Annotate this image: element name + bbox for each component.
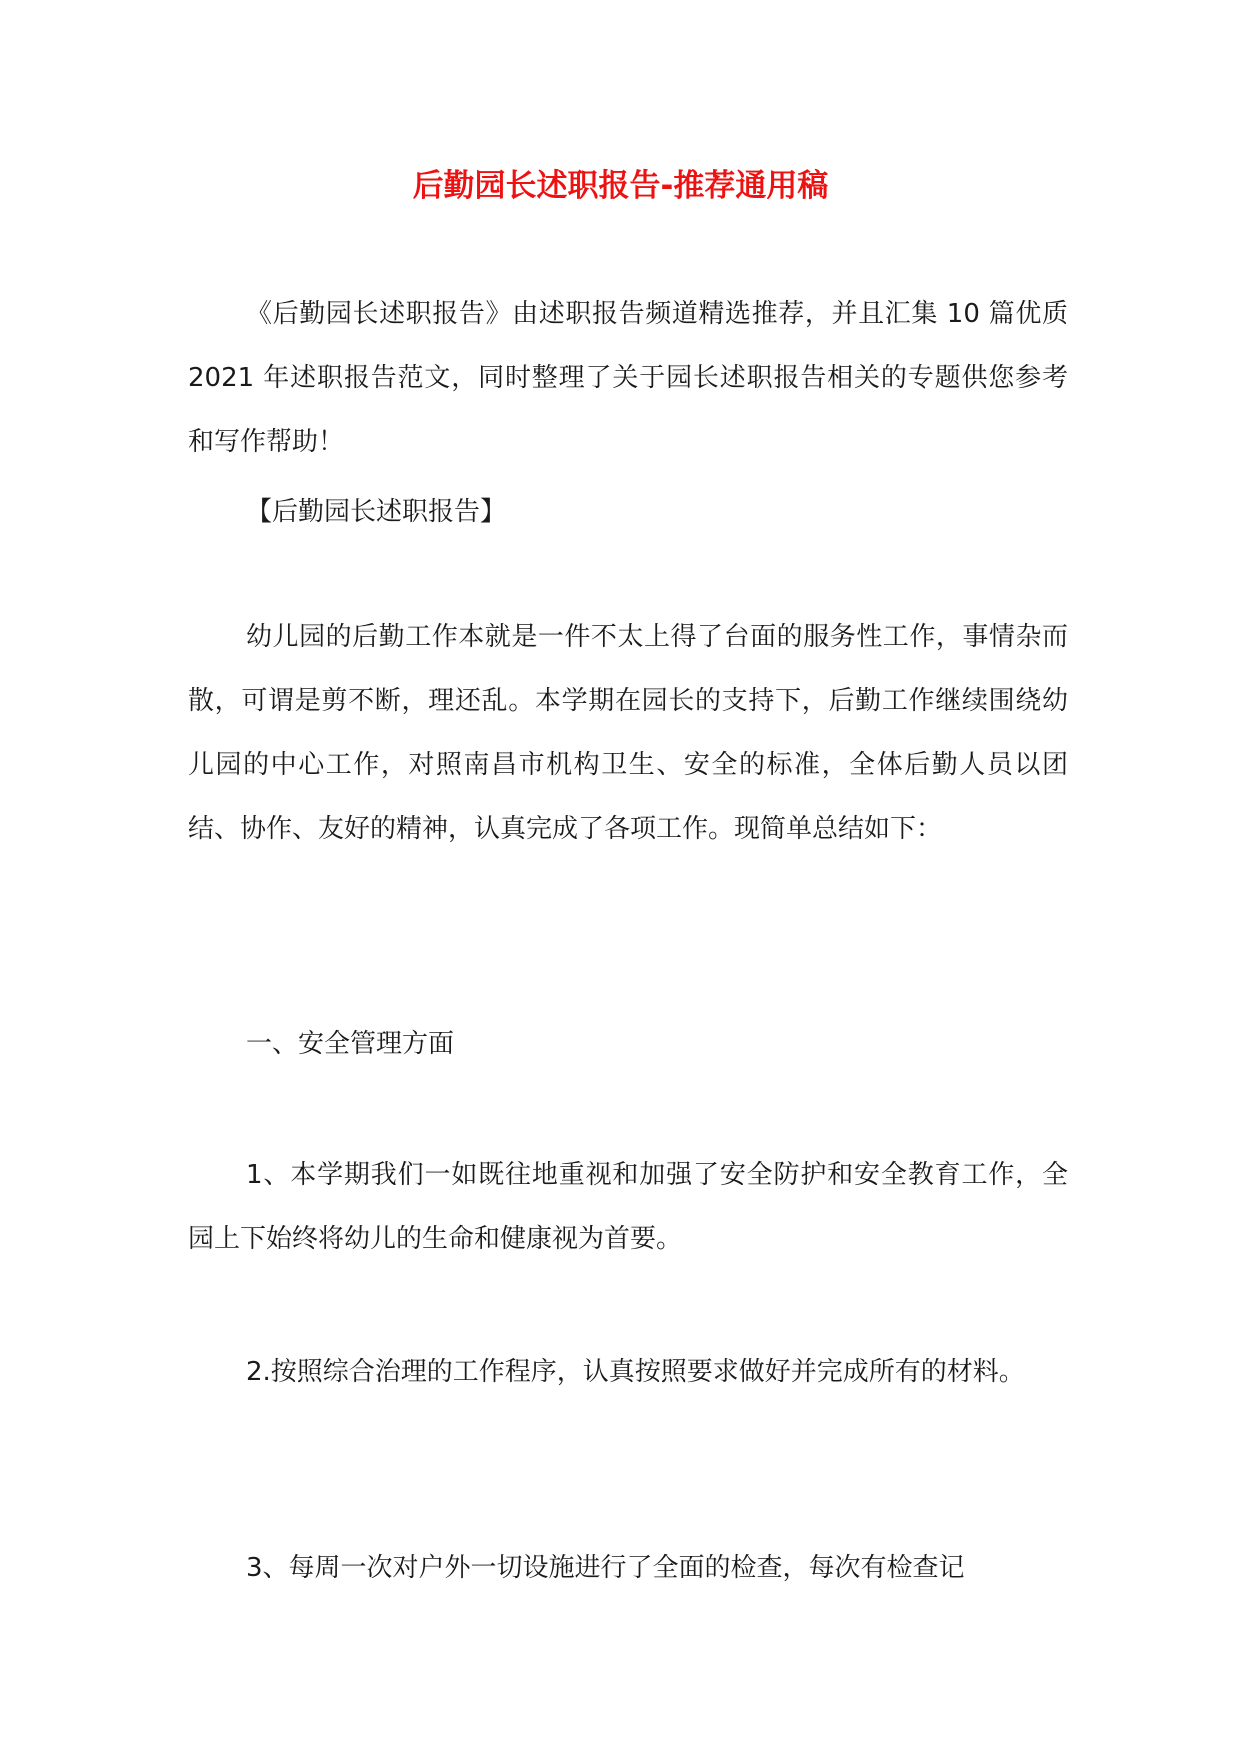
document-title: 后勤园长述职报告-推荐通用稿	[412, 168, 829, 204]
list-item-3: 3、每周一次对户外一切设施进行了全面的检查，每次有检查记	[246, 1553, 965, 1583]
intro-paragraph: 《后勤园长述职报告》由述职报告频道精选推荐，并且汇集 10 篇优质 2021 年述职报告范文，同时整理了关于园长述职报告相关的专题供您参考和写作帮助！	[188, 299, 1068, 457]
list-item-1: 1、本学期我们一如既往地重视和加强了安全防护和安全教育工作，全园上下始终将幼儿的生命和健康视为首要。	[188, 1160, 1068, 1254]
section-heading-safety: 一、安全管理方面	[246, 1029, 455, 1059]
section-heading-report: 【后勤园长述职报告】	[246, 497, 507, 527]
list-item-2: 2.按照综合治理的工作程序，认真按照要求做好并完成所有的材料。	[246, 1357, 1025, 1387]
body-paragraph: 幼儿园的后勤工作本就是一件不太上得了台面的服务性工作，事情杂而散，可谓是剪不断，理还乱。本学期在园长的支持下，后勤工作继续围绕幼儿园的中心工作，对照南昌市机构卫生、安全的标准，全体后勤人员以团结、协作、友好的精神，认真完成了各项工作。现简单总结如下：	[188, 622, 1068, 844]
